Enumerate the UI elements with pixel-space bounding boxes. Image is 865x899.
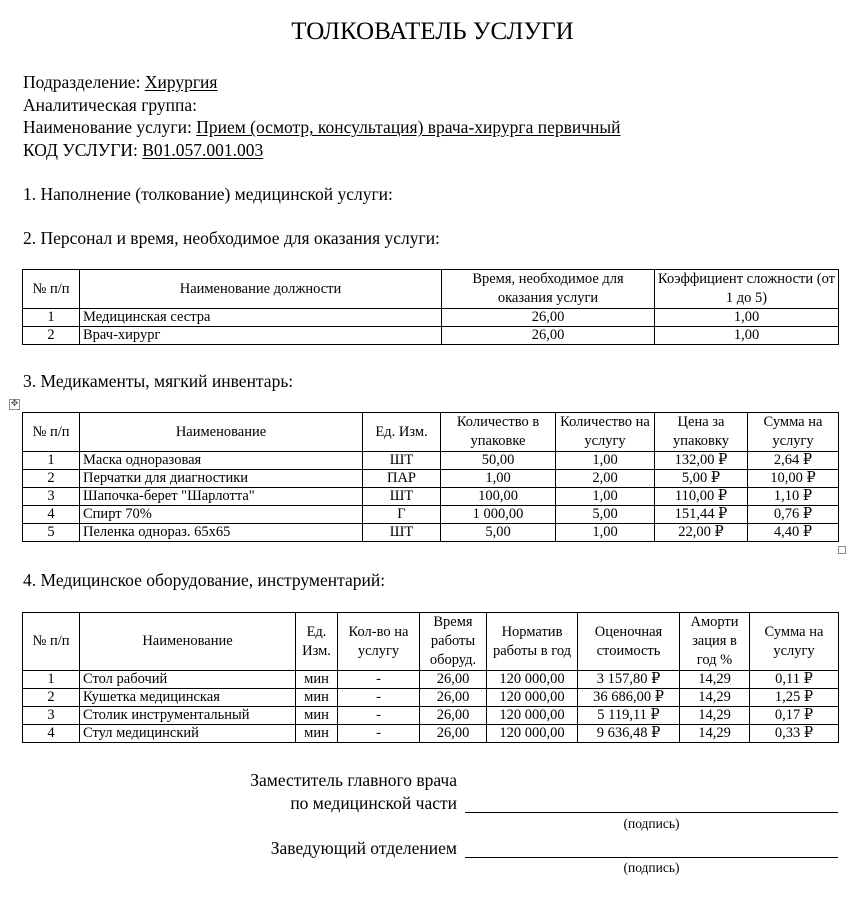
cell-unit: ШТ: [363, 452, 441, 470]
cell-service-qty: -: [338, 689, 420, 707]
cell-service-qty: 2,00: [556, 470, 655, 488]
section-2-heading: 2. Персонал и время, необходимое для оказания услуги:: [23, 228, 440, 248]
cell-pack-price: 151,44 ₽: [655, 506, 748, 524]
cell-number: 5: [23, 524, 80, 542]
header-cell: Кол-во на услугу: [338, 613, 420, 671]
cell-pack-qty: 100,00: [441, 488, 556, 506]
cell-depreciation: 14,29: [680, 725, 750, 743]
table-row: [23, 671, 839, 689]
cell-pack-price: 5,00 ₽: [655, 470, 748, 488]
cell-pack-price: 110,00 ₽: [655, 488, 748, 506]
cell-name: Шапочка-берет "Шарлотта": [80, 488, 363, 506]
header-cell: № п/п: [23, 413, 80, 452]
section-1-heading: 1. Наполнение (толкование) медицинской услуги:: [23, 184, 393, 204]
table-resize-handle[interactable]: [838, 546, 846, 554]
cell-name: Пеленка однораз. 65х65: [80, 524, 363, 542]
cell-number: 1: [23, 309, 80, 327]
service-name-value: Прием (осмотр, консультация) врача-хирурга первичный: [196, 117, 621, 137]
header-cell: Сумма на услугу: [750, 613, 839, 671]
section-4-heading: 4. Медицинское оборудование, инструментарий:: [23, 570, 386, 590]
table-header-row: [23, 270, 839, 309]
document-title: ТОЛКОВАТЕЛЬ УСЛУГИ: [291, 18, 574, 45]
cell-service-sum: 0,17 ₽: [750, 707, 839, 725]
department-label: Подразделение:: [23, 72, 145, 92]
deputy-signature-line: [465, 812, 838, 813]
cell-coefficient: 1,00: [655, 327, 839, 345]
cell-service-qty: 1,00: [556, 488, 655, 506]
cell-depreciation: 14,29: [680, 689, 750, 707]
header-cell: Оценочная стоимость: [578, 613, 680, 671]
cell-work-time: 26,00: [420, 671, 487, 689]
cell-estimated-cost: 36 686,00 ₽: [578, 689, 680, 707]
cell-name: Столик инструментальный: [80, 707, 296, 725]
cell-unit: мин: [296, 671, 338, 689]
staff-table: [22, 269, 839, 345]
cell-unit: мин: [296, 689, 338, 707]
header-cell: Аморти зация в год %: [680, 613, 750, 671]
cell-depreciation: 14,29: [680, 707, 750, 725]
header-cell: Количество в упаковке: [441, 413, 556, 452]
cell-work-time: 26,00: [420, 725, 487, 743]
cell-pack-qty: 5,00: [441, 524, 556, 542]
head-signature-caption: (подпись): [623, 860, 680, 875]
cell-service-qty: 1,00: [556, 452, 655, 470]
section-3-heading: 3. Медикаменты, мягкий инвентарь:: [23, 371, 294, 391]
cell-pack-qty: 1 000,00: [441, 506, 556, 524]
cell-work-time: 26,00: [420, 707, 487, 725]
table-row: [23, 524, 839, 542]
cell-name: Спирт 70%: [80, 506, 363, 524]
cell-service-sum: 2,64 ₽: [748, 452, 839, 470]
cell-service-qty: 1,00: [556, 524, 655, 542]
equipment-table: [22, 612, 839, 743]
cell-name: Перчатки для диагностики: [80, 470, 363, 488]
service-code-line: [23, 140, 263, 161]
cell-service-sum: 0,33 ₽: [750, 725, 839, 743]
cell-number: 2: [23, 327, 80, 345]
header-cell: Коэффициент сложности (от 1 до 5): [655, 270, 839, 309]
service-code-label: КОД УСЛУГИ:: [23, 140, 143, 160]
cell-name: Стул медицинский: [80, 725, 296, 743]
cell-service-sum: 0,11 ₽: [750, 671, 839, 689]
cell-name: Маска одноразовая: [80, 452, 363, 470]
cell-service-qty: -: [338, 725, 420, 743]
cell-number: 1: [23, 671, 80, 689]
supplies-table: [22, 412, 839, 542]
cell-service-sum: 10,00 ₽: [748, 470, 839, 488]
table-row: [23, 707, 839, 725]
service-name-line: [23, 117, 621, 138]
cell-annual-norm: 120 000,00: [487, 725, 578, 743]
cell-work-time: 26,00: [420, 689, 487, 707]
header-cell: Цена за упаковку: [655, 413, 748, 452]
cell-service-sum: 0,76 ₽: [748, 506, 839, 524]
table-row: [23, 327, 839, 345]
cell-service-sum: 1,25 ₽: [750, 689, 839, 707]
header-cell: Наименование: [80, 413, 363, 452]
service-name-label: Наименование услуги:: [23, 117, 197, 137]
cell-number: 2: [23, 470, 80, 488]
cell-number: 4: [23, 506, 80, 524]
department-value: Хирургия: [144, 72, 218, 92]
cell-number: 3: [23, 707, 80, 725]
header-cell: Сумма на услугу: [748, 413, 839, 452]
cell-name: Кушетка медицинская: [80, 689, 296, 707]
header-cell: № п/п: [23, 270, 80, 309]
cell-estimated-cost: 3 157,80 ₽: [578, 671, 680, 689]
cell-position: Медицинская сестра: [80, 309, 442, 327]
cell-service-qty: -: [338, 671, 420, 689]
table-row: [23, 725, 839, 743]
table-row: [23, 689, 839, 707]
cell-estimated-cost: 9 636,48 ₽: [578, 725, 680, 743]
header-cell: Количество на услугу: [556, 413, 655, 452]
table-row: [23, 488, 839, 506]
cell-service-qty: 5,00: [556, 506, 655, 524]
cell-number: 2: [23, 689, 80, 707]
cell-unit: ПАР: [363, 470, 441, 488]
table-row: [23, 506, 839, 524]
service-code-value: B01.057.001.003: [142, 140, 264, 160]
cell-number: 1: [23, 452, 80, 470]
cell-pack-qty: 50,00: [441, 452, 556, 470]
cell-unit: ШТ: [363, 524, 441, 542]
table-row: [23, 452, 839, 470]
cell-unit: мин: [296, 725, 338, 743]
header-cell: № п/п: [23, 613, 80, 671]
deputy-title-line2: по медицинской части: [290, 793, 457, 813]
table-row: [23, 309, 839, 327]
cell-pack-qty: 1,00: [441, 470, 556, 488]
cell-coefficient: 1,00: [655, 309, 839, 327]
cell-unit: ШТ: [363, 488, 441, 506]
header-cell: Норматив работы в год: [487, 613, 578, 671]
table-row: [23, 470, 839, 488]
cell-time: 26,00: [442, 309, 655, 327]
cell-unit: мин: [296, 707, 338, 725]
cell-pack-price: 22,00 ₽: [655, 524, 748, 542]
header-cell: Ед. Изм.: [296, 613, 338, 671]
header-cell: Время работы оборуд.: [420, 613, 487, 671]
table-move-handle-icon[interactable]: ✥: [10, 399, 19, 409]
header-cell: Наименование: [80, 613, 296, 671]
cell-number: 4: [23, 725, 80, 743]
cell-estimated-cost: 5 119,11 ₽: [578, 707, 680, 725]
deputy-signature-caption: (подпись): [623, 816, 680, 831]
header-cell: Время, необходимое для оказания услуги: [442, 270, 655, 309]
head-signature-line: [465, 857, 838, 858]
cell-unit: Г: [363, 506, 441, 524]
head-of-department-label: Заведующий отделением: [270, 838, 457, 858]
analytic-group-line: Аналитическая группа:: [23, 95, 198, 115]
table-header-row: [23, 613, 839, 671]
cell-service-sum: 1,10 ₽: [748, 488, 839, 506]
deputy-title-line1: Заместитель главного врача: [250, 770, 457, 790]
table-header-row: [23, 413, 839, 452]
cell-annual-norm: 120 000,00: [487, 671, 578, 689]
cell-position: Врач-хирург: [80, 327, 442, 345]
header-cell: Ед. Изм.: [363, 413, 441, 452]
header-cell: Наименование должности: [80, 270, 442, 309]
cell-name: Стол рабочий: [80, 671, 296, 689]
cell-annual-norm: 120 000,00: [487, 689, 578, 707]
cell-pack-price: 132,00 ₽: [655, 452, 748, 470]
cell-annual-norm: 120 000,00: [487, 707, 578, 725]
cell-depreciation: 14,29: [680, 671, 750, 689]
cell-number: 3: [23, 488, 80, 506]
cell-service-sum: 4,40 ₽: [748, 524, 839, 542]
cell-service-qty: -: [338, 707, 420, 725]
department-line: [23, 72, 217, 93]
cell-time: 26,00: [442, 327, 655, 345]
